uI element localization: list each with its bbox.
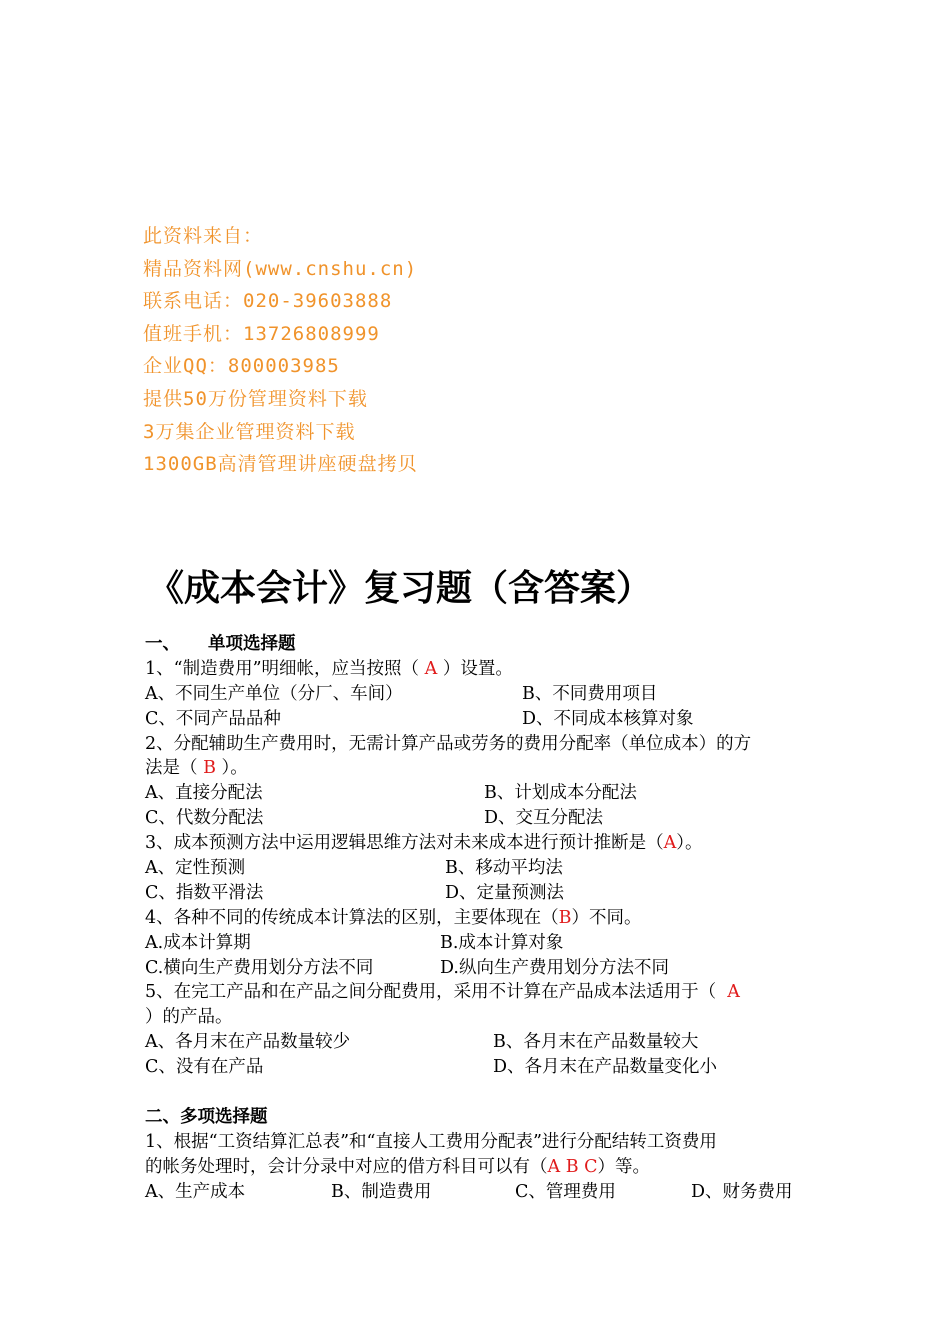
option: B、计划成本分配法 bbox=[484, 783, 637, 804]
question-line: 2、分配辅助生产费用时，无需计算产品或劳务的费用分配率（单位成本）的方 bbox=[145, 733, 752, 754]
answer: A B C bbox=[547, 1156, 598, 1177]
option: C、代数分配法 bbox=[145, 808, 264, 829]
question-line: 法是（ B ）。 bbox=[145, 758, 248, 779]
document-title: 《成本会计》复习题（含答案） bbox=[148, 568, 653, 609]
source-line: 联系电话：020-39603888 bbox=[143, 290, 393, 313]
source-line: 3万集企业管理资料下载 bbox=[143, 420, 356, 443]
option-row bbox=[145, 881, 810, 906]
question-line: 5、在完工产品和在产品之间分配费用，采用不计算在产品成本法适用于（ A bbox=[145, 982, 740, 1003]
option: C、没有在产品 bbox=[145, 1057, 264, 1078]
question-line: 1、根据“工资结算汇总表”和“直接人工费用分配表”进行分配结转工资费用 bbox=[145, 1131, 717, 1152]
question-line: 3、成本预测方法中运用逻辑思维方法对未来成本进行预计推断是（A）。 bbox=[145, 833, 703, 854]
option: B.成本计算对象 bbox=[440, 932, 564, 953]
option-row bbox=[145, 781, 810, 806]
option-row bbox=[145, 806, 810, 831]
section-heading: 二、多项选择题 bbox=[145, 1107, 268, 1128]
option: C.横向生产费用划分方法不同 bbox=[145, 957, 374, 978]
option: B、制造费用 bbox=[331, 1181, 432, 1202]
option: B、移动平均法 bbox=[445, 858, 563, 879]
option-row bbox=[145, 707, 810, 732]
option: D、各月末在产品数量变化小 bbox=[493, 1057, 718, 1078]
section-number: 一、 bbox=[145, 634, 180, 654]
source-line: 值班手机：13726808999 bbox=[143, 322, 380, 345]
source-line: 企业QQ：800003985 bbox=[143, 355, 340, 378]
question-line: ）的产品。 bbox=[145, 1007, 233, 1028]
option: D、不同成本核算对象 bbox=[522, 708, 694, 729]
question-line: 的帐务处理时，会计分录中对应的借方科目可以有（A B C）等。 bbox=[145, 1156, 651, 1177]
document-body bbox=[145, 632, 810, 1205]
option: C、指数平滑法 bbox=[145, 882, 264, 903]
option: D、定量预测法 bbox=[445, 882, 565, 903]
section-heading bbox=[145, 632, 810, 657]
option: D.纵向生产费用划分方法不同 bbox=[440, 957, 669, 978]
option: B、各月末在产品数量较大 bbox=[493, 1032, 699, 1053]
source-info-block bbox=[143, 220, 418, 481]
question-line: 4、各种不同的传统成本计算法的区别，主要体现在（B）不同。 bbox=[145, 907, 642, 928]
option-row bbox=[145, 931, 810, 956]
option: B、不同费用项目 bbox=[522, 683, 658, 704]
answer: A bbox=[424, 658, 438, 679]
answer: B bbox=[558, 907, 572, 928]
source-line: 精品资料网(www.cnshu.cn) bbox=[143, 257, 418, 280]
option-row bbox=[145, 1055, 810, 1080]
source-line: 1300GB高清管理讲座硬盘拷贝 bbox=[143, 453, 418, 476]
source-line: 此资料来自： bbox=[143, 225, 264, 247]
option: A、定性预测 bbox=[145, 858, 246, 879]
option-row bbox=[145, 1030, 810, 1055]
option: A、不同生产单位（分厂、车间） bbox=[145, 683, 403, 704]
answer: A bbox=[727, 982, 740, 1003]
option: D、财务费用 bbox=[691, 1181, 793, 1202]
answer: B bbox=[203, 758, 216, 779]
option: A.成本计算期 bbox=[145, 932, 251, 953]
source-line: 提供50万份管理资料下载 bbox=[143, 387, 368, 410]
option-row bbox=[145, 856, 810, 881]
option: A、各月末在产品数量较少 bbox=[145, 1032, 351, 1053]
option: C、不同产品品种 bbox=[145, 708, 281, 729]
question-line: 1、“制造费用”明细帐，应当按照（ A ）设置。 bbox=[145, 658, 513, 679]
option-row bbox=[145, 1180, 810, 1205]
option-row bbox=[145, 682, 810, 707]
option: A、生产成本 bbox=[145, 1181, 246, 1202]
option: C、管理费用 bbox=[515, 1181, 616, 1202]
option: D、交互分配法 bbox=[484, 808, 604, 829]
section-title: 单项选择题 bbox=[208, 634, 296, 654]
option: A、直接分配法 bbox=[145, 783, 263, 804]
answer: A bbox=[663, 833, 677, 854]
option-row bbox=[145, 956, 810, 981]
spacer bbox=[145, 1080, 810, 1105]
